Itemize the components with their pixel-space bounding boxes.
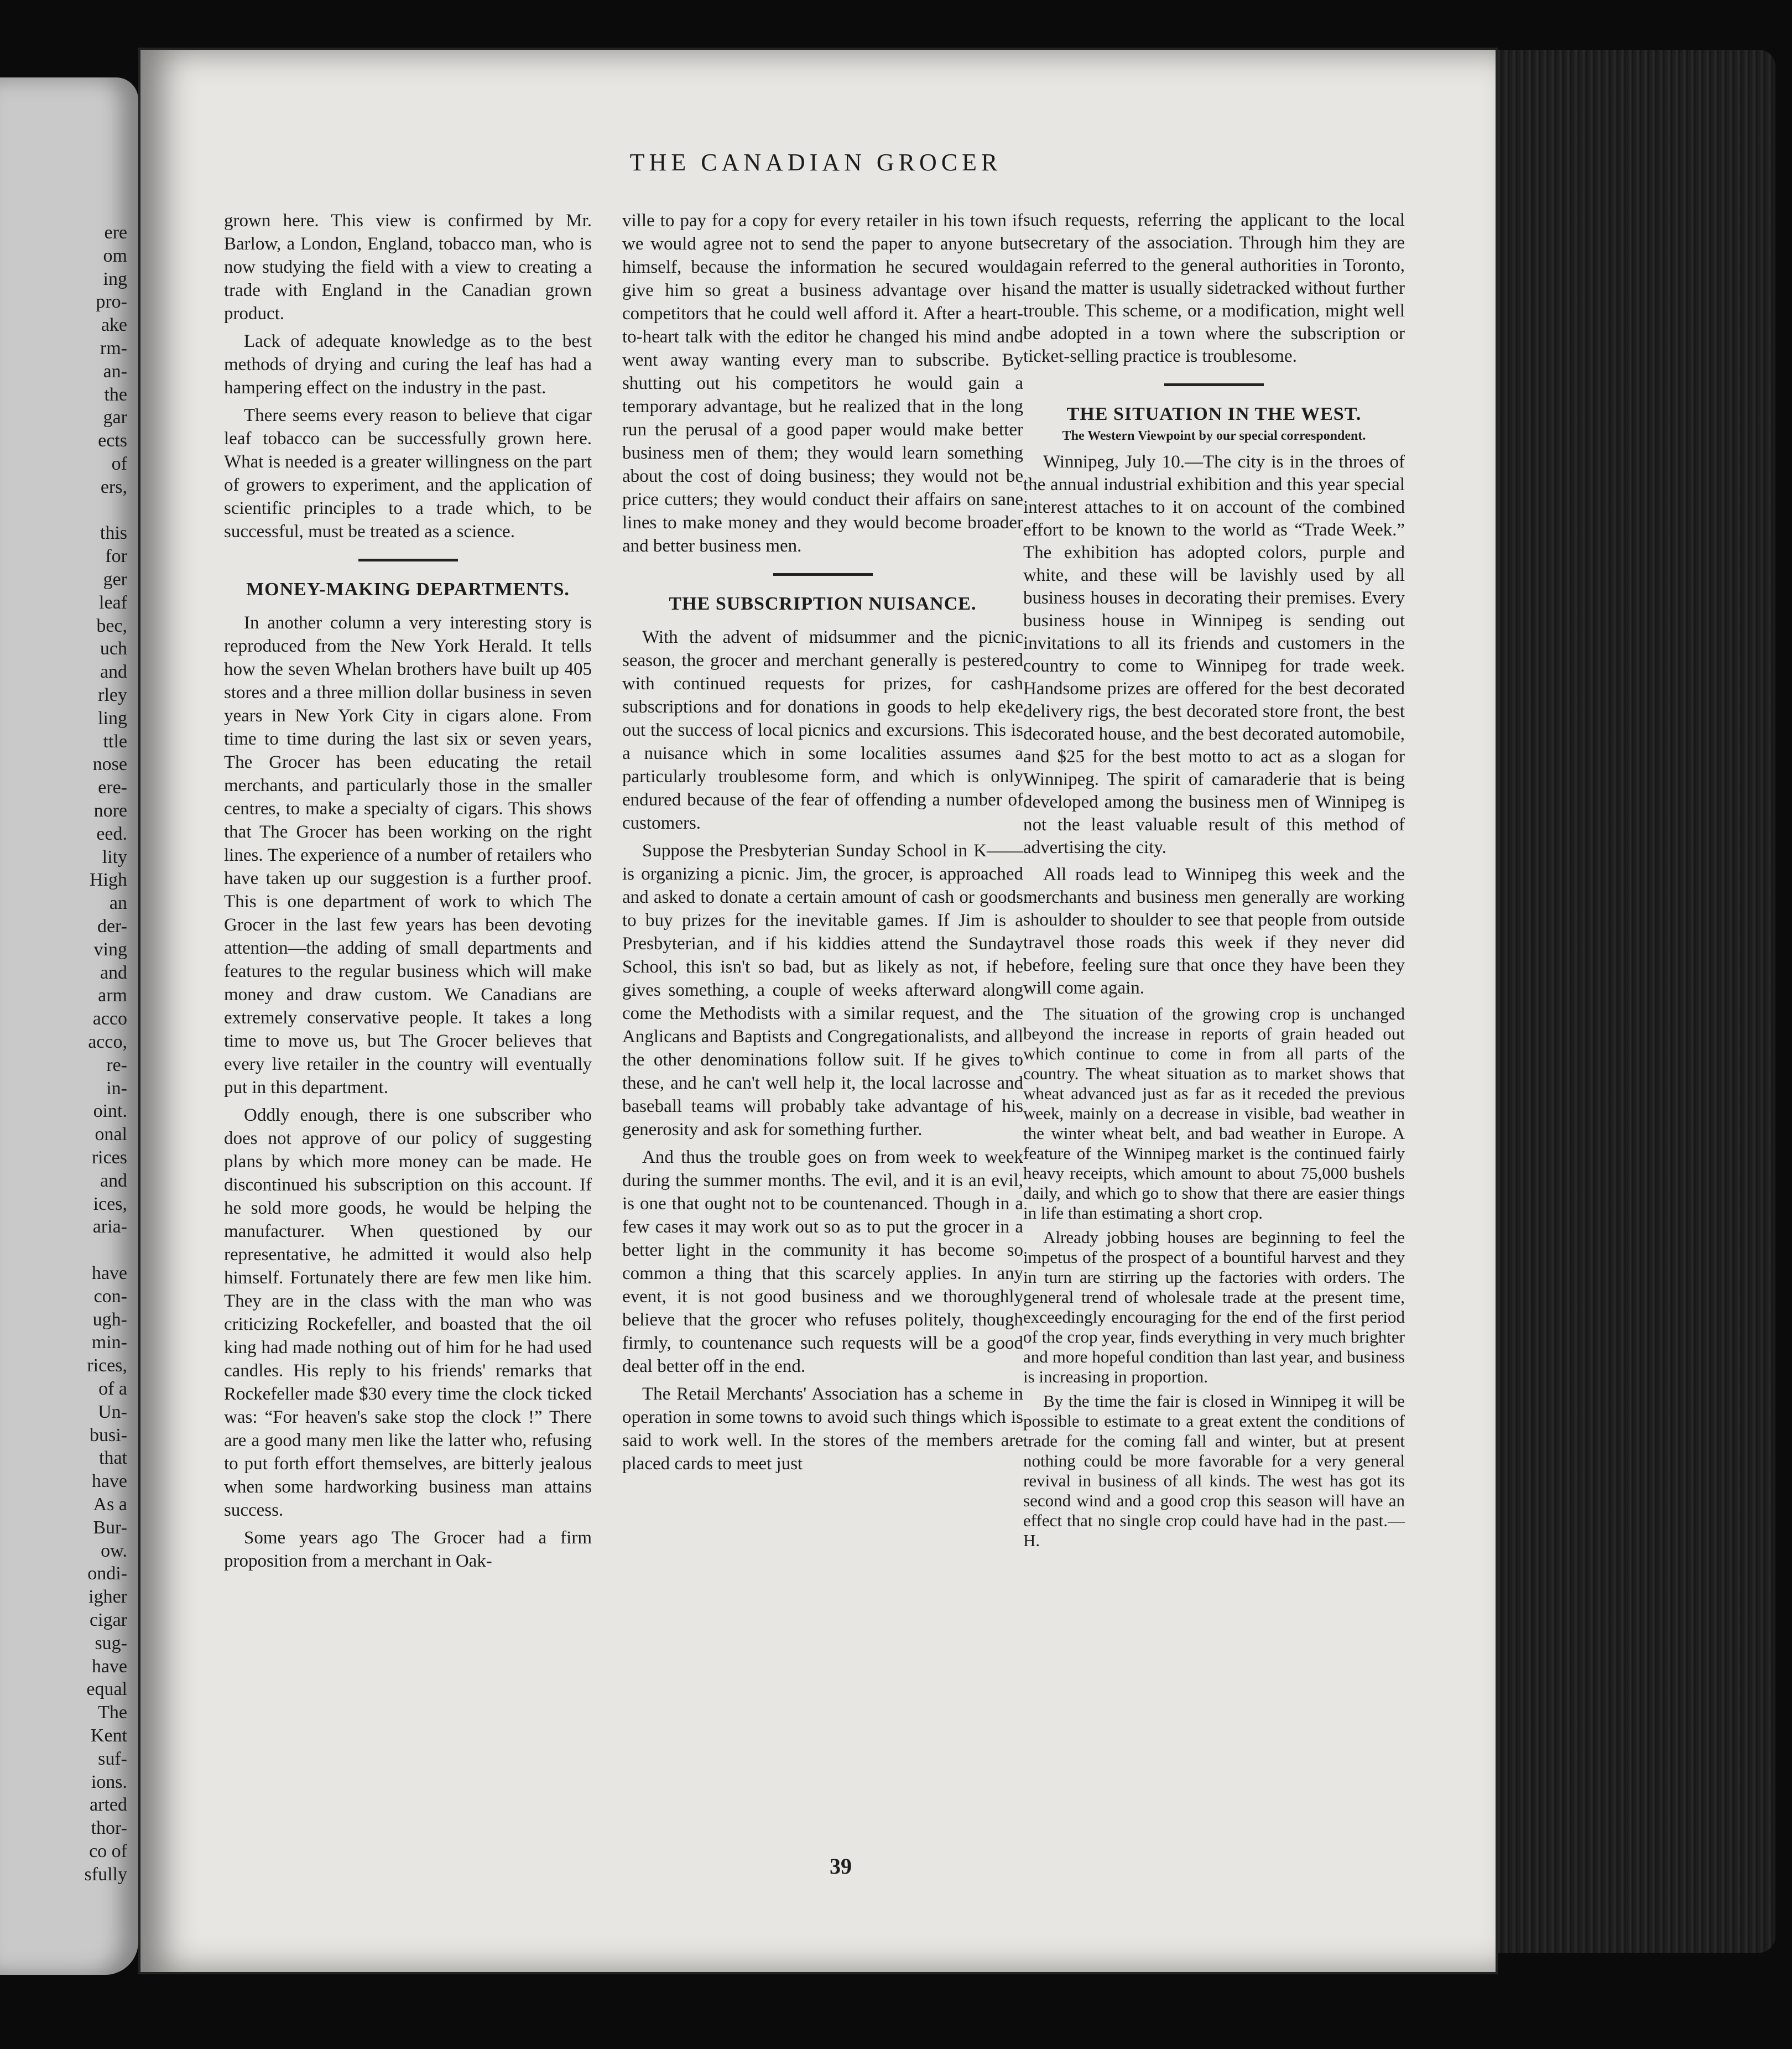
left-page-text-fragment: have <box>91 1656 127 1677</box>
column-3 <box>1023 209 1405 1555</box>
col2-paragraph: Suppose the Presbyterian Sunday School in K—— is organizing a picnic. Jim, the grocer, is approached and asked to donate a certain amount of cash or goods to buy prizes for the inevitable games. If Jim is a Presbyterian, and if his kiddies attend the Sunday School, this isn't so bad, but as likely as not, if he gives something, a couple of weeks afterward along come the Methodists with a similar request, and the Anglicans and Baptists and Congregationalists, and all the other denominations follow suit. If he gives to these, and he can't well help it, the local lacrosse and baseball teams will probably take advantage of his generosity and ask for something further. <box>622 841 1023 1140</box>
left-page-text-fragment: ger <box>103 569 127 590</box>
left-page-text-fragment: As a <box>93 1494 127 1515</box>
running-header: THE CANADIAN GROCER <box>629 149 1002 176</box>
left-page-text-fragment: ugh- <box>92 1309 127 1330</box>
left-page-text-fragment: igher <box>88 1587 127 1608</box>
left-page-text-fragment: sug- <box>95 1632 127 1653</box>
left-page-text-fragment: ling <box>98 708 127 729</box>
section-heading-money-making: MONEY-MAKING DEPARTMENTS. <box>246 579 570 600</box>
col1-paragraph: There seems every reason to believe that cigar leaf tobacco can be successfully grown here. What is needed is a greater willingness on the part of growers to experiment, and the application of scientific principles to a trade which, to be successful, must be treated as a science. <box>224 405 592 542</box>
left-page-text-fragment: the <box>104 384 127 405</box>
col3-paragraph: such requests, referring the applicant to the local secretary of the association. Through him they are again referred to the general authorities in Toronto, and the matter is usually sidetracked without further trouble. This scheme, or a modification, might well be adopted in a town where the subscription or ticket-selling practice is troublesome. <box>1023 210 1405 366</box>
left-page-text-fragment: leaf <box>99 592 127 613</box>
left-page-text-fragment: equal <box>86 1679 127 1700</box>
left-facing-page <box>0 77 138 1975</box>
col2-paragraph: ville to pay for a copy for every retailer in his town if we would agree not to send the paper to anyone but himself, because the information he secured would give him so great a business advantage over his competitors that he could well afford it. After a heart-to-heart talk with the editor he changed his mind and went away wanting every man to subscribe. By shutting out his competitors he would gain a temporary advantage, but he realized that in the long run the perusal of a good paper would make better business men of them; they would learn something about the cost of doing business; they would not be price cutters; they would conduct their affairs on sane lines to make money and they would become broader and better business men. <box>622 211 1023 556</box>
left-page-text-fragment: thor- <box>91 1818 127 1839</box>
left-page-text-fragment: have <box>91 1471 127 1492</box>
col1-paragraph: In another column a very interesting story is reproduced from the New York Herald. It tells how the seven Whelan brothers have built up 405 stores and a three million dollar business in seven years in New York City in cigars alone. From time to time during the last six or seven years, The Grocer has been educating the retail merchants, and particularly those in the smaller centres, to make a specialty of cigars. This shows that The Grocer has been working on the right lines. The experience of a number of retailers who have taken up our suggestion is a further proof. This is one department of work to which The Grocer in the last few years has been devoting attention—the adding of small departments and features to the regular business which will make money and draw custom. We Canadians are extremely conservative people. It takes a long time to move us, but The Grocer believes that every live retailer in the country will eventually put in this department. <box>224 613 592 1098</box>
col2-paragraph: With the advent of midsummer and the picnic season, the grocer and merchant generally is pestered with continued requests for prizes, for cash subscriptions and for donations in goods to help eke out the success of local picnics and excursions. This is a nuisance which in some localities assumes a particularly troublesome form, and which is only endured because of the fear of offending a number of customers. <box>622 627 1023 833</box>
left-page-text-fragment: cigar <box>90 1610 127 1630</box>
left-page-text-fragment: acco <box>92 1008 127 1029</box>
left-page-text-fragment: lity <box>102 846 127 867</box>
left-page-text-fragment: ing <box>103 268 127 289</box>
col3-paragraph: Winnipeg, July 10.—The city is in the throes of the annual industrial exhibition and this year special interest attaches to it on account of the combined effort to be known to the world as “Trade Week.” The exhibition has adopted colors, purple and white, and these will be lavishly used by all business houses in decorating their premises. Every business house in Winnipeg is sending out invitations to all its friends and customers in the country to come to Winnipeg for trade week. Handsome prizes are offered for the best decorated delivery rigs, the best decorated store front, the best decorated house, and the best decorated automobile, and $25 for the best motto to act as a slogan for Winnipeg. The spirit of camaraderie that is being developed among the business men of Winnipeg is not the least valuable result of this method of advertising the city. <box>1023 452 1405 857</box>
left-page-text-fragment: co of <box>89 1841 127 1861</box>
page-number: 39 <box>830 1854 852 1879</box>
left-page-text-fragment: rices <box>91 1147 127 1168</box>
left-page-text-fragment: bec, <box>96 615 127 636</box>
left-page-text-fragment: eed. <box>96 823 127 844</box>
left-page-text-fragment: and <box>100 962 127 983</box>
col2-paragraph: The Retail Merchants' Association has a scheme in operation in some towns to avoid such things which is said to work well. In the stores of the members are placed cards to meet just <box>622 1384 1023 1474</box>
left-page-text-fragment: ving <box>93 939 127 960</box>
col3-paragraph: All roads lead to Winnipeg this week and the merchants and business men generally are working shoulder to shoulder to see that people from outside travel those roads this week if they never did before, feeling sure that once they have been they will come again. <box>1023 865 1405 998</box>
col3-paragraph: The situation of the growing crop is unchanged beyond the increase in reports of grain headed out which continue to come in from all parts of the country. The wheat situation as to market shows that wheat advanced just as far as it receded the previous week, mainly on a decrease in visible, bad weather in the winter wheat belt, and bad weather in Europe. A feature of the Winnipeg market is the continued fairly heavy receipts, which amount to about 75,000 bushels daily, and which go to show that there are easier things in life than estimating a short crop. <box>1023 1004 1405 1223</box>
left-page-text-fragment: om <box>103 245 127 266</box>
section-divider <box>773 573 873 576</box>
column-1 <box>224 209 592 1577</box>
col2-paragraph: And thus the trouble goes on from week to week during the summer months. The evil, and it is an evil, is one that ought not to be countenanced. Though in a few cases it may work out so as to put the grocer in a better light in the community it has become so common a thing that this scarcely applies. In any event, it is not good business and we thoroughly believe that the grocer who refuses politely, though firmly, to countenance such requests will be a good deal better off in the end. <box>622 1147 1023 1376</box>
left-page-text-fragment: rices, <box>87 1355 127 1376</box>
left-page-text-fragment: busi- <box>90 1424 127 1445</box>
left-page-text-fragment: rley <box>98 685 127 705</box>
left-page-text-fragment: for <box>105 546 127 567</box>
section-divider <box>358 559 458 561</box>
left-page-text-fragment: nore <box>93 800 127 821</box>
section-subheading: The Western Viewpoint by our special correspondent. <box>1062 429 1366 443</box>
left-page-text-fragment: sfully <box>84 1864 127 1885</box>
left-page-text-fragment: pro- <box>96 292 127 313</box>
col1-paragraph: Oddly enough, there is one subscriber who does not approve of our policy of suggesting plans by which more money can be made. He discontinued his subscription on this account. If he sold more goods, he would be helping the manufacturer. When questioned by our representative, he admitted it would also help himself. Fortunately there are few men like him. They are in the class with the man who was criticizing Rockefeller, and boasted that the oil king had made nothing out of him for he had used candles. His reply to his friends' remarks that Rockefeller made $30 every time the clock ticked was: “For heaven's sake stop the clock !” There are a good many men like the latter who, refusing to put forth effort themselves, are bitterly jealous when some hardworking business man attains success. <box>224 1105 592 1520</box>
left-page-text-fragment: min- <box>91 1332 127 1353</box>
left-page-text-fragment: uch <box>100 638 127 659</box>
left-page-text-fragment: and <box>100 662 127 683</box>
left-page-text-fragment: an <box>109 893 127 914</box>
left-page-text-fragment: der- <box>97 916 127 937</box>
left-page-text-fragment: arm <box>98 985 127 1006</box>
left-page-text-fragment: of <box>111 454 127 474</box>
left-page-text-fragment: aria- <box>92 1216 127 1237</box>
left-page-text-fragment: an- <box>103 361 127 382</box>
left-page-text-fragment: acco, <box>88 1032 127 1052</box>
left-page-text-fragment: nose <box>92 754 127 775</box>
left-page-text-fragment: ow. <box>101 1540 127 1561</box>
left-page-text-fragment: ions. <box>91 1771 127 1792</box>
section-divider <box>1164 383 1264 386</box>
left-page-text-fragment: ttle <box>103 731 127 752</box>
section-heading-situation-west: THE SITUATION IN THE WEST. <box>1066 404 1362 424</box>
left-page-text-fragment: have <box>91 1263 127 1283</box>
left-page-text-fragment: ects <box>98 430 127 451</box>
col1-paragraph: Lack of adequate knowledge as to the best methods of drying and curing the leaf has had a hampering effect on the industry in the past. <box>224 331 592 398</box>
left-page-text-fragment: Kent <box>90 1725 127 1746</box>
section-heading-subscription-nuisance: THE SUBSCRIPTION NUISANCE. <box>669 594 977 614</box>
left-page-text-fragment: The <box>98 1702 127 1723</box>
left-page-text-fragment: ere- <box>98 777 127 798</box>
left-page-text-fragment: rm- <box>100 338 127 358</box>
column-2 <box>622 209 1023 1480</box>
left-page-text-fragment: ers, <box>100 476 127 497</box>
left-page-text-fragment: Un- <box>98 1401 127 1422</box>
col3-paragraph: By the time the fair is closed in Winnipeg it will be possible to estimate to a great extent the conditions of trade for the coming fall and winter, but at present nothing could be more favorable for a very general revival in business of all kinds. The west has got its second wind and a good crop this season will have an effect that no single crop could have had in the past.—H. <box>1023 1391 1405 1550</box>
left-page-text-fragment: gar <box>103 407 127 428</box>
col1-paragraph: grown here. This view is confirmed by Mr. Barlow, a London, England, tobacco man, who is now studying the field with a view to creating a trade with England in the Canadian grown product. <box>224 211 592 324</box>
left-page-text-fragment: and <box>100 1170 127 1191</box>
col1-paragraph: Some years ago The Grocer had a firm proposition from a merchant in Oak- <box>224 1528 592 1571</box>
left-page-text-fragment: ices, <box>93 1193 127 1214</box>
left-page-text-fragment: onal <box>95 1124 127 1145</box>
left-page-text-fragment: of a <box>98 1379 127 1399</box>
book-page-edges <box>1488 50 1775 1953</box>
left-page-text-fragment: ake <box>101 315 127 336</box>
left-page-text-fragment: suf- <box>98 1748 127 1769</box>
col3-paragraph: Already jobbing houses are beginning to feel the impetus of the prospect of a bountiful harvest and they in turn are stirring up the factories with orders. The general trend of wholesale trade at the present time, exceedingly encouraging for the end of the first period of the crop year, finds everything in very much brighter and more hopeful condition than last year, and business is increasing in proportion. <box>1023 1228 1405 1386</box>
left-page-text-fragment: con- <box>93 1286 127 1307</box>
left-page-text-fragment: this <box>100 523 127 544</box>
left-page-text-fragment: ondi- <box>87 1563 127 1584</box>
left-page-text-fragment: arted <box>90 1795 127 1816</box>
left-page-text-fragment: Bur- <box>93 1517 127 1538</box>
left-page-text-fragment: oint. <box>93 1101 127 1122</box>
left-page-text-fragment: High <box>90 870 127 891</box>
left-page-text-fragment: re- <box>106 1054 127 1075</box>
left-page-text-fragment: in- <box>106 1078 127 1099</box>
left-page-text-fragment: ere <box>104 222 127 243</box>
left-page-text-fragment: that <box>99 1448 127 1469</box>
